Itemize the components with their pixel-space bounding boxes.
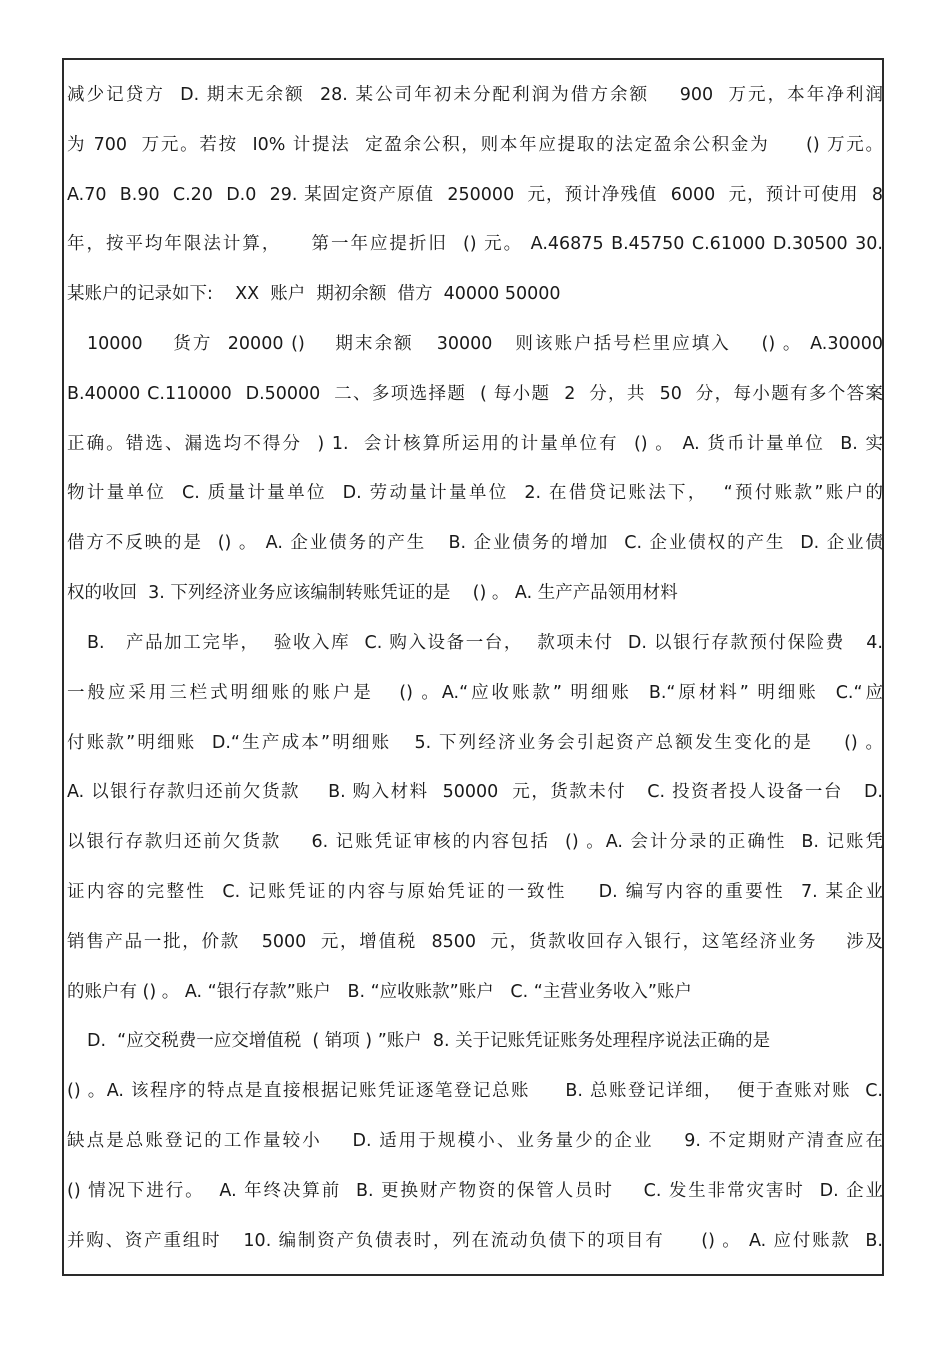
text-line: A. 以银行存款归还前欠货款 B. 购入材料 50000 元，货款未付 C. 投资者投人设备一台 D. (67, 782, 883, 802)
text-line: 减少记贷方 D. 期末无余额 28. 某公司年初未分配利润为借方余额 900 万元，本年净利润 (67, 85, 883, 105)
text-line: 10000 货方 20000 () 期末余额 30000 则该账户括号栏里应填入 () 。 A.30000 (87, 334, 883, 354)
text-line: 销售产品一批，价款 5000 元，增值税 8500 元，货款收回存入银行，这笔经济业务 涉及 (67, 932, 883, 952)
text-line: 以银行存款归还前欠货款 6. 记账凭证审核的内容包括 () 。A. 会计分录的正确性 B. 记账凭 (67, 832, 883, 852)
text-line: 权的收回 3. 下列经济业务应该编制转账凭证的是 () 。 A. 生产产品领用材料 (67, 583, 678, 603)
text-line: 一般应采用三栏式明细账的账户是 () 。A.“应收账款” 明细账 B.“原材料” 明细账 C.“应 (67, 683, 883, 703)
text-line: 正确。错选、漏选均不得分 ) 1. 会计核算所运用的计量单位有 () 。 A. 货币计量单位 B. 实 (67, 434, 883, 454)
text-line: 的账户有 () 。 A. “银行存款”账户 B. “应收账款”账户 C. “主营业务收入”账户 (67, 982, 692, 1002)
text-line: D. “应交税费一应交增值税 ( 销项 ) ”账户 8. 关于记账凭证账务处理程序说法正确的是 (87, 1031, 771, 1051)
text-line: 缺点是总账登记的工作量较小 D. 适用于规模小、业务量少的企业 9. 不定期财产清查应在 (67, 1131, 883, 1151)
text-line: 证内容的完整性 C. 记账凭证的内容与原始凭证的一致性 D. 编写内容的重要性 7. 某企业 (67, 882, 883, 902)
text-line: A.70 B.90 C.20 D.0 29. 某固定资产原值 250000 元，预计净残值 6000 元，预计可使用 8 (67, 185, 883, 205)
text-line: 付账款”明细账 D.“生产成本”明细账 5. 下列经济业务会引起资产总额发生变化的是 () 。 (67, 733, 883, 753)
text-line: 物计量单位 C. 质量计量单位 D. 劳动量计量单位 2. 在借贷记账法下， “预付账款”账户的 (67, 483, 883, 503)
text-line: () 。A. 该程序的特点是直接根据记账凭证逐笔登记总账 B. 总账登记详细， 便于查账对账 C. (67, 1081, 883, 1101)
text-line: 某账户的记录如下: XX 账户 期初余额 借方 40000 50000 (67, 284, 561, 304)
text-line: B.40000 C.110000 D.50000 二、多项选择题 ( 每小题 2 分，共 50 分，每小题有多个答案 (67, 384, 883, 404)
text-line: 借方不反映的是 () 。 A. 企业债务的产生 B. 企业债务的增加 C. 企业债权的产生 D. 企业债 (67, 533, 883, 553)
text-line: 年，按平均年限法计算， 第一年应提折旧 () 元。 A.46875 B.45750 C.61000 D.30500 30. (67, 234, 883, 254)
text-line: () 情况下进行。 A. 年终决算前 B. 更换财产物资的保管人员时 C. 发生非常灾害时 D. 企业 (67, 1181, 883, 1201)
text-line: 并购、资产重组时 10. 编制资产负债表时，列在流动负债下的项目有 () 。 A. 应付账款 B. (67, 1231, 883, 1251)
text-line: 为 700 万元。若按 I0% 计提法 定盈余公积，则本年应提取的法定盈余公积金为 () 万元。 (67, 135, 883, 155)
text-line: B. 产品加工完毕， 验收入库 C. 购入设备一台， 款项未付 D. 以银行存款预付保险费 4. (87, 633, 883, 653)
